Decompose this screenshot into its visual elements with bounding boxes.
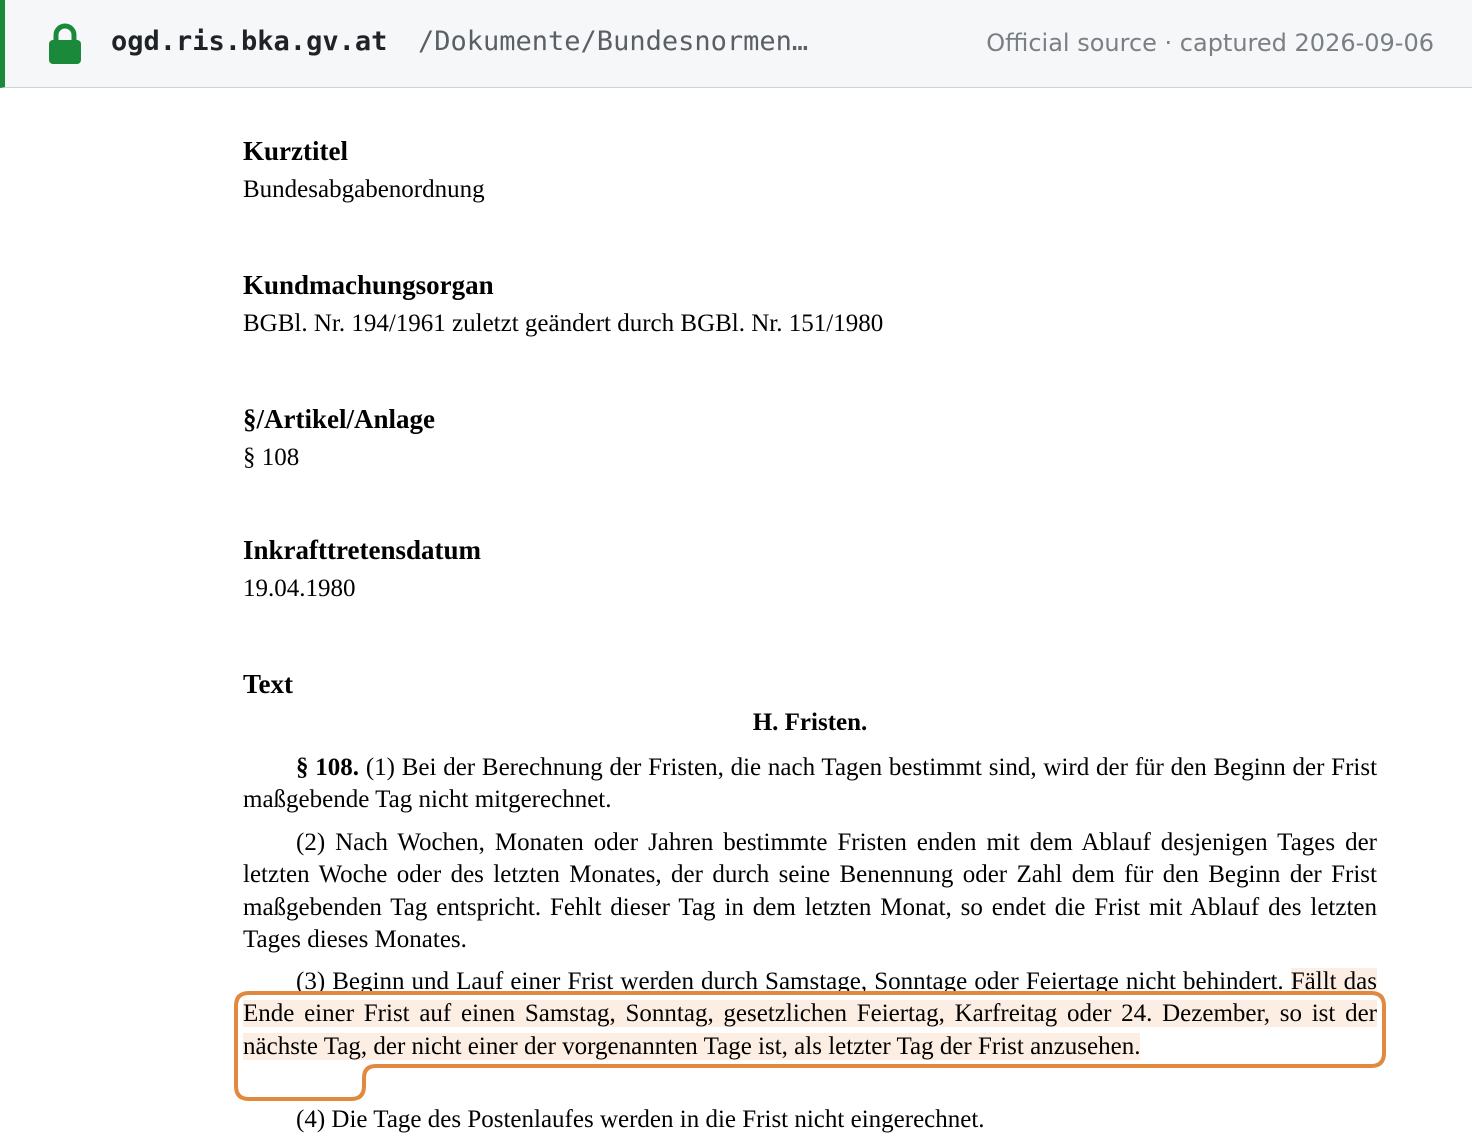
paragraph-2	[243, 827, 1377, 956]
url-path[interactable]: /Dokumente/Bundesnormen…	[418, 26, 809, 57]
field-value-paragraph: § 108	[243, 444, 300, 471]
field-label-paragraph: §/Artikel/Anlage	[243, 404, 435, 434]
paragraph-4-text: (4) Die Tage des Postenlaufes werden in die Frist nicht eingerechnet.	[296, 1106, 985, 1133]
field-value-kundmachungsorgan: BGBl. Nr. 194/1961 zuletzt geändert durch BGBl. Nr. 151/1980	[243, 310, 884, 337]
highlight-outline	[233, 990, 1387, 1102]
section-heading: H. Fristen.	[752, 709, 868, 736]
paragraph-2-text: (2) Nach Wochen, Monaten oder Jahren bestimmte Fristen enden mit dem Ablauf desjenigen Tages der letzten Woche oder des letzten Monates, der durch seine Benennung oder Zahl dem für den Beginn der Frist maßgebenden Tag entspricht. Fehlt dieser Tag in dem letzten Monat, so endet die Frist mit Ablauf des letzten Tages dieses Monates.	[243, 829, 1377, 953]
field-label-kurztitel: Kurztitel	[243, 136, 348, 166]
paragraph-1	[243, 752, 1377, 817]
paragraph-4	[243, 1104, 1377, 1136]
paragraph-1-text: (1) Bei der Berechnung der Fristen, die nach Tagen bestimmt sind, wird der für den Beginn der Frist maßgebende Tag nicht mitgerechnet.	[243, 754, 1378, 814]
address-bar	[0, 0, 1472, 88]
field-value-kurztitel: Bundesabgabenordnung	[243, 176, 485, 203]
field-value-inkrafttretensdatum: 19.04.1980	[243, 575, 356, 602]
highlighted-passage: Fällt das Ende einer Frist auf einen Samstag, Sonntag, gesetzlichen Feiertag, Karfreitag oder 24. Dezember, so ist der nächste Tag, der nicht einer der vorgenannten Tage ist, als letzter Tag der Frist anzusehen.	[243, 968, 1377, 1060]
capture-info: Official source · captured 2026-09-06	[986, 29, 1434, 57]
text-label: Text	[243, 669, 294, 699]
url-domain[interactable]: ogd.ris.bka.gv.at	[111, 26, 388, 57]
field-label-kundmachungsorgan: Kundmachungsorgan	[243, 270, 494, 300]
paragraph-3-text: (3) Beginn und Lauf einer Frist werden durch Samstage, Sonntage oder Feiertage nicht behindert.	[296, 968, 1284, 995]
lock-icon	[47, 23, 83, 65]
paragraph-number: § 108.	[296, 754, 360, 781]
field-label-inkrafttretensdatum: Inkrafttretensdatum	[243, 535, 481, 565]
